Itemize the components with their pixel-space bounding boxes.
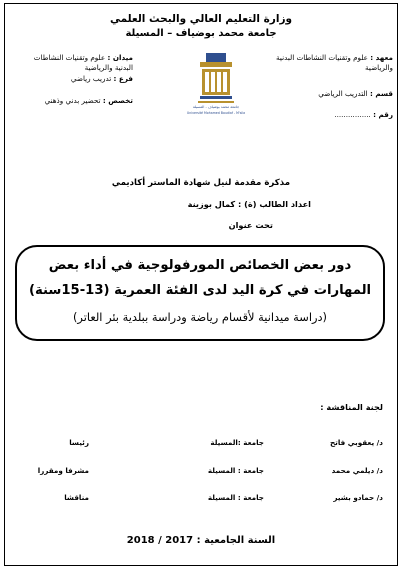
university-logo-icon [186, 51, 246, 121]
specialty-label: تخصص : [102, 96, 133, 105]
thesis-title-line-1: دور بعض الخصائص المورفولوجية في أداء بعض [48, 258, 352, 273]
department-line [275, 89, 393, 99]
memo-title: مذكرة مقدمة لنيل شهادة الماستر أكاديمي [111, 178, 291, 188]
institute-label: معهد : [370, 53, 393, 62]
committee-member-name: د/ ديلمي محمد [331, 466, 383, 475]
ministry-heading: وزارة التعليم العالي والبحث العلمي [109, 13, 293, 25]
field-value: علوم وتقنيات النشاطات البدنية والرياضية [33, 53, 133, 72]
department-label: قسم : [369, 89, 393, 98]
academic-year: السنة الجامعية : 2017 / 2018 [126, 535, 276, 546]
committee-member-role: رئيسا [69, 438, 89, 447]
prepared-by: اعداد الطالب (ة) : كمال بوزينة [187, 199, 311, 209]
number-label: رقم : [373, 110, 393, 119]
specialty-line [15, 96, 133, 106]
institute-line [275, 53, 393, 73]
committee-member-role: مشرفا ومقررا [37, 466, 89, 475]
specialty-value: تحضير بدني وذهني [44, 96, 101, 105]
committee-member-institution: جامعة :المسيلة [210, 438, 264, 447]
field-line [15, 53, 133, 73]
committee-member-institution: جامعة : المسيلة [207, 493, 264, 502]
committee-member-name: د/ حمادو بشير [333, 493, 383, 502]
committee-member-name: د/ يعقوبي فاتح [329, 438, 383, 447]
thesis-title-line-2: المهارات في كرة اليد لدى الفئة العمرية (13-15سنة) [28, 283, 372, 298]
department-value: التدريب الرياضي [318, 89, 368, 98]
branch-value: تدريب رياضي [70, 74, 112, 83]
under-title-heading: تحت عنوان [228, 220, 273, 230]
committee-member-institution: جامعة : المسيلة [207, 466, 264, 475]
institute-value: علوم وتقنيات النشاطات البدنية والرياضية [276, 53, 393, 72]
thesis-title-box [15, 245, 385, 341]
document-page [4, 3, 398, 566]
number-line [275, 110, 393, 120]
committee-member-role: مناقشا [64, 493, 89, 502]
field-label: ميدان : [107, 53, 133, 62]
university-heading: جامعة محمد بوضياف – المسيلة [125, 28, 277, 39]
number-value: ................ [334, 110, 371, 119]
branch-label: فرع : [113, 74, 133, 83]
branch-line [15, 74, 133, 84]
committee-title: لجنة المناقشة : [320, 402, 383, 412]
logo-caption-fr: Université Mohamed Boudiaf - M'sila [186, 111, 246, 115]
thesis-subtitle: (دراسة ميدانية لأقسام رياضة ودراسة ببلدية بئر العاتر) [72, 310, 328, 324]
logo-caption-ar: جامعة محمد بوضياف - المسيلة [192, 105, 240, 109]
